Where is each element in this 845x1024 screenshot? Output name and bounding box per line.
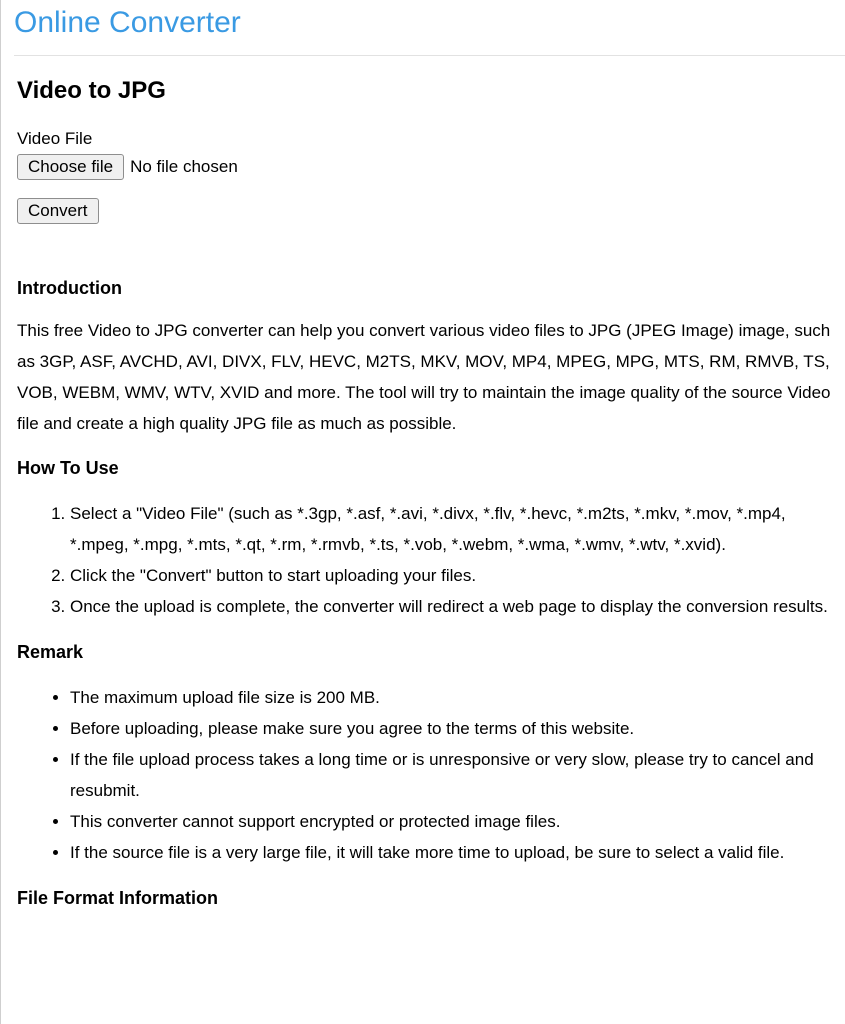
remark-item: • If the file upload process takes a long time or is unresponsive or very slow, please try to cancel and resubmit. (70, 744, 839, 806)
convert-button[interactable]: Convert (17, 198, 99, 224)
introduction-text: This free Video to JPG converter can help you convert various video files to JPG (JPEG Image) image, such as 3GP, ASF, AVCHD, AVI, DIVX, FLV, HEVC, M2TS, MKV, MOV, MP4, MPEG, MPG, MTS, RM, RMVB, TS, VOB, WEBM, WMV, WTV, XVID and more. The tool will try to maintain the image quality of the source Video file and create a high quality JPG file as much as possible. (17, 321, 831, 433)
how-to-use-heading: How To Use (17, 458, 119, 478)
introduction-heading: Introduction (17, 278, 122, 298)
remark-heading: Remark (17, 642, 84, 662)
remark-list (17, 682, 839, 868)
convert-row (17, 198, 839, 224)
file-status-text: No file chosen (130, 157, 238, 176)
how-to-use-steps (17, 498, 839, 622)
site-header (14, 3, 845, 56)
main-content (17, 74, 839, 911)
video-file-label: Video File (17, 129, 93, 148)
step-item: 3. Once the upload is complete, the converter will redirect a web page to display the conversion results. (70, 591, 839, 622)
file-input (17, 154, 839, 180)
remark-item: • Before uploading, please make sure you agree to the terms of this website. (70, 713, 839, 744)
step-item: 2. Click the "Convert" button to start uploading your files. (70, 560, 839, 591)
choose-file-button[interactable]: Choose file (17, 154, 124, 180)
file-format-heading: File Format Information (17, 888, 219, 908)
remark-item: • This converter cannot support encrypted or protected image files. (70, 806, 839, 837)
site-title-link[interactable]: Online Converter (14, 6, 241, 39)
remark-item: • If the source file is a very large file, it will take more time to upload, be sure to select a valid file. (70, 837, 839, 868)
left-border (0, 0, 1, 1024)
step-item: 1. Select a "Video File" (such as *.3gp, *.asf, *.avi, *.divx, *.flv, *.hevc, *.m2ts, *.mkv, *.mov, *.mp4, *.mpeg, *.mpg, *.mts, *.qt, *.rm, *.rmvb, *.ts, *.vob, *.webm, *.wma, *.wmv, *.wtv, *.xvid). (70, 498, 839, 560)
remark-item: • The maximum upload file size is 200 MB. (70, 682, 839, 713)
page-title: Video to JPG (17, 77, 166, 104)
